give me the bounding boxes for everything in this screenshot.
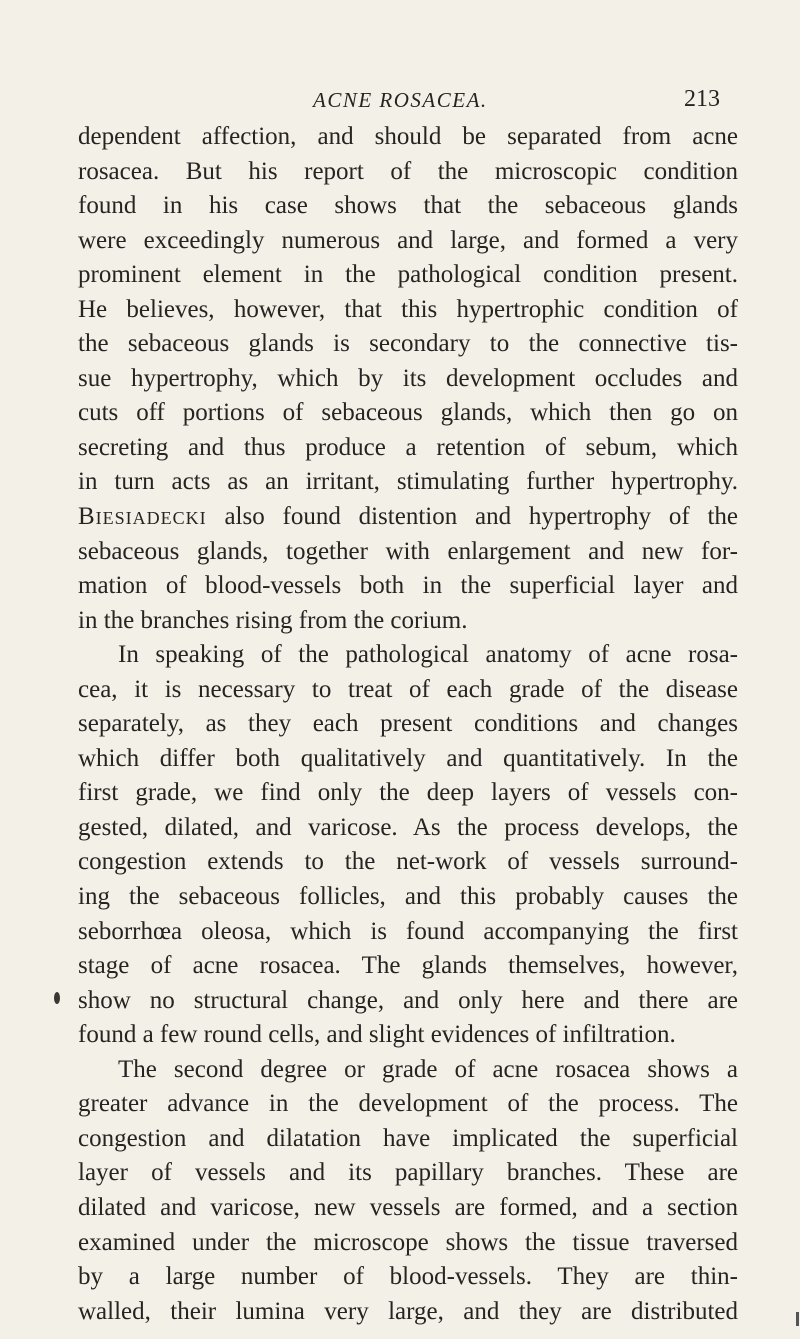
text-line [78,327,738,362]
text-line [78,500,738,535]
text-line [78,1156,738,1191]
text-line [78,604,738,639]
text-line [78,396,738,431]
text-line [78,638,738,673]
line-text: also found distention and hypertrophy of the [206,503,738,531]
text-line [78,915,738,950]
line-text: seborrhœa oleosa, which is found accompanying the first [78,917,738,945]
line-text: in turn acts as an irritant, stimulating further hypertrophy. [78,468,738,496]
text-line [78,155,738,190]
text-line [78,1191,738,1226]
line-text: prominent element in the pathological condition present. [78,261,738,289]
line-text: were exceedingly numerous and large, and formed a very [78,226,738,254]
body-text [78,120,738,1329]
text-line [78,293,738,328]
line-text: congestion and dilatation have implicated the superficial [78,1124,738,1152]
line-text: cuts off portions of sebaceous glands, which then go on [78,399,738,427]
line-text: gested, dilated, and varicose. As the process develops, the [78,813,738,841]
text-line [78,776,738,811]
line-text: show no structural change, and only here and there are [78,986,738,1014]
text-line [78,431,738,466]
line-text: He believes, however, that this hypertrophic condition of [78,295,738,323]
text-line [78,1053,738,1088]
line-text: In speaking of the pathological anatomy of acne rosa- [118,641,738,669]
line-text: found in his case shows that the sebaceous glands [78,192,738,220]
line-text: rosacea. But his report of the microscopic condition [78,157,738,185]
line-text: found a few round cells, and slight evidences of infiltration. [78,1021,676,1049]
text-line [78,120,738,155]
line-text: in the branches rising from the corium. [78,606,468,634]
text-line [78,673,738,708]
line-text: dilated and varicose, new vessels are formed, and a section [78,1193,738,1221]
line-text: the sebaceous glands is secondary to the connective tis- [78,330,738,358]
line-text: examined under the microscope shows the tissue traversed [78,1228,738,1256]
line-text: stage of acne rosacea. The glands themselves, however, [78,952,738,980]
text-line [78,1087,738,1122]
line-text: dependent affection, and should be separated from acne [78,123,738,150]
line-text: ing the sebaceous follicles, and this probably causes the [78,883,738,911]
line-text: sebaceous glands, together with enlargement and new for- [78,537,738,565]
edge-ink-mark [796,1312,799,1326]
line-text: secreting and thus produce a retention of sebum, which [78,433,738,461]
line-text: greater advance in the development of the process. The [78,1090,738,1118]
text-line [78,189,738,224]
line-text: layer of vessels and its papillary branches. These are [78,1159,738,1187]
text-line [78,880,738,915]
text-line [78,1226,738,1261]
line-text: mation of blood-vessels both in the superficial layer and [78,572,738,600]
text-line [78,1295,738,1330]
text-line [78,362,738,397]
text-line [78,1122,738,1157]
text-line [78,811,738,846]
text-line [78,1018,738,1053]
text-line [78,535,738,570]
running-head [0,80,800,120]
line-text: which differ both qualitatively and quantitatively. In the [78,744,738,772]
line-text: sue hypertrophy, which by its development occludes and [78,364,738,392]
text-line [78,707,738,742]
text-line [78,258,738,293]
margin-ink-mark [54,992,60,1004]
author-name: Biesiadecki [78,503,207,531]
text-line [78,569,738,604]
text-line [78,984,738,1019]
line-text: separately, as they each present conditions and changes [78,710,738,738]
line-text: first grade, we find only the deep layers of vessels con- [78,779,738,807]
line-text: cea, it is necessary to treat of each grade of the disease [78,675,738,703]
line-text: walled, their lumina very large, and they are distributed [78,1297,738,1325]
page-number: 213 [684,86,720,112]
line-text: by a large number of blood-vessels. They are thin- [78,1263,738,1291]
text-line [78,742,738,777]
text-line [78,949,738,984]
line-text: The second degree or grade of acne rosacea shows a [118,1055,738,1083]
text-line [78,1260,738,1295]
text-line [78,465,738,500]
line-text: congestion extends to the net-work of vessels surround- [78,848,738,876]
running-title: ACNE ROSACEA. [313,88,488,112]
text-line [78,845,738,880]
text-line [78,224,738,259]
